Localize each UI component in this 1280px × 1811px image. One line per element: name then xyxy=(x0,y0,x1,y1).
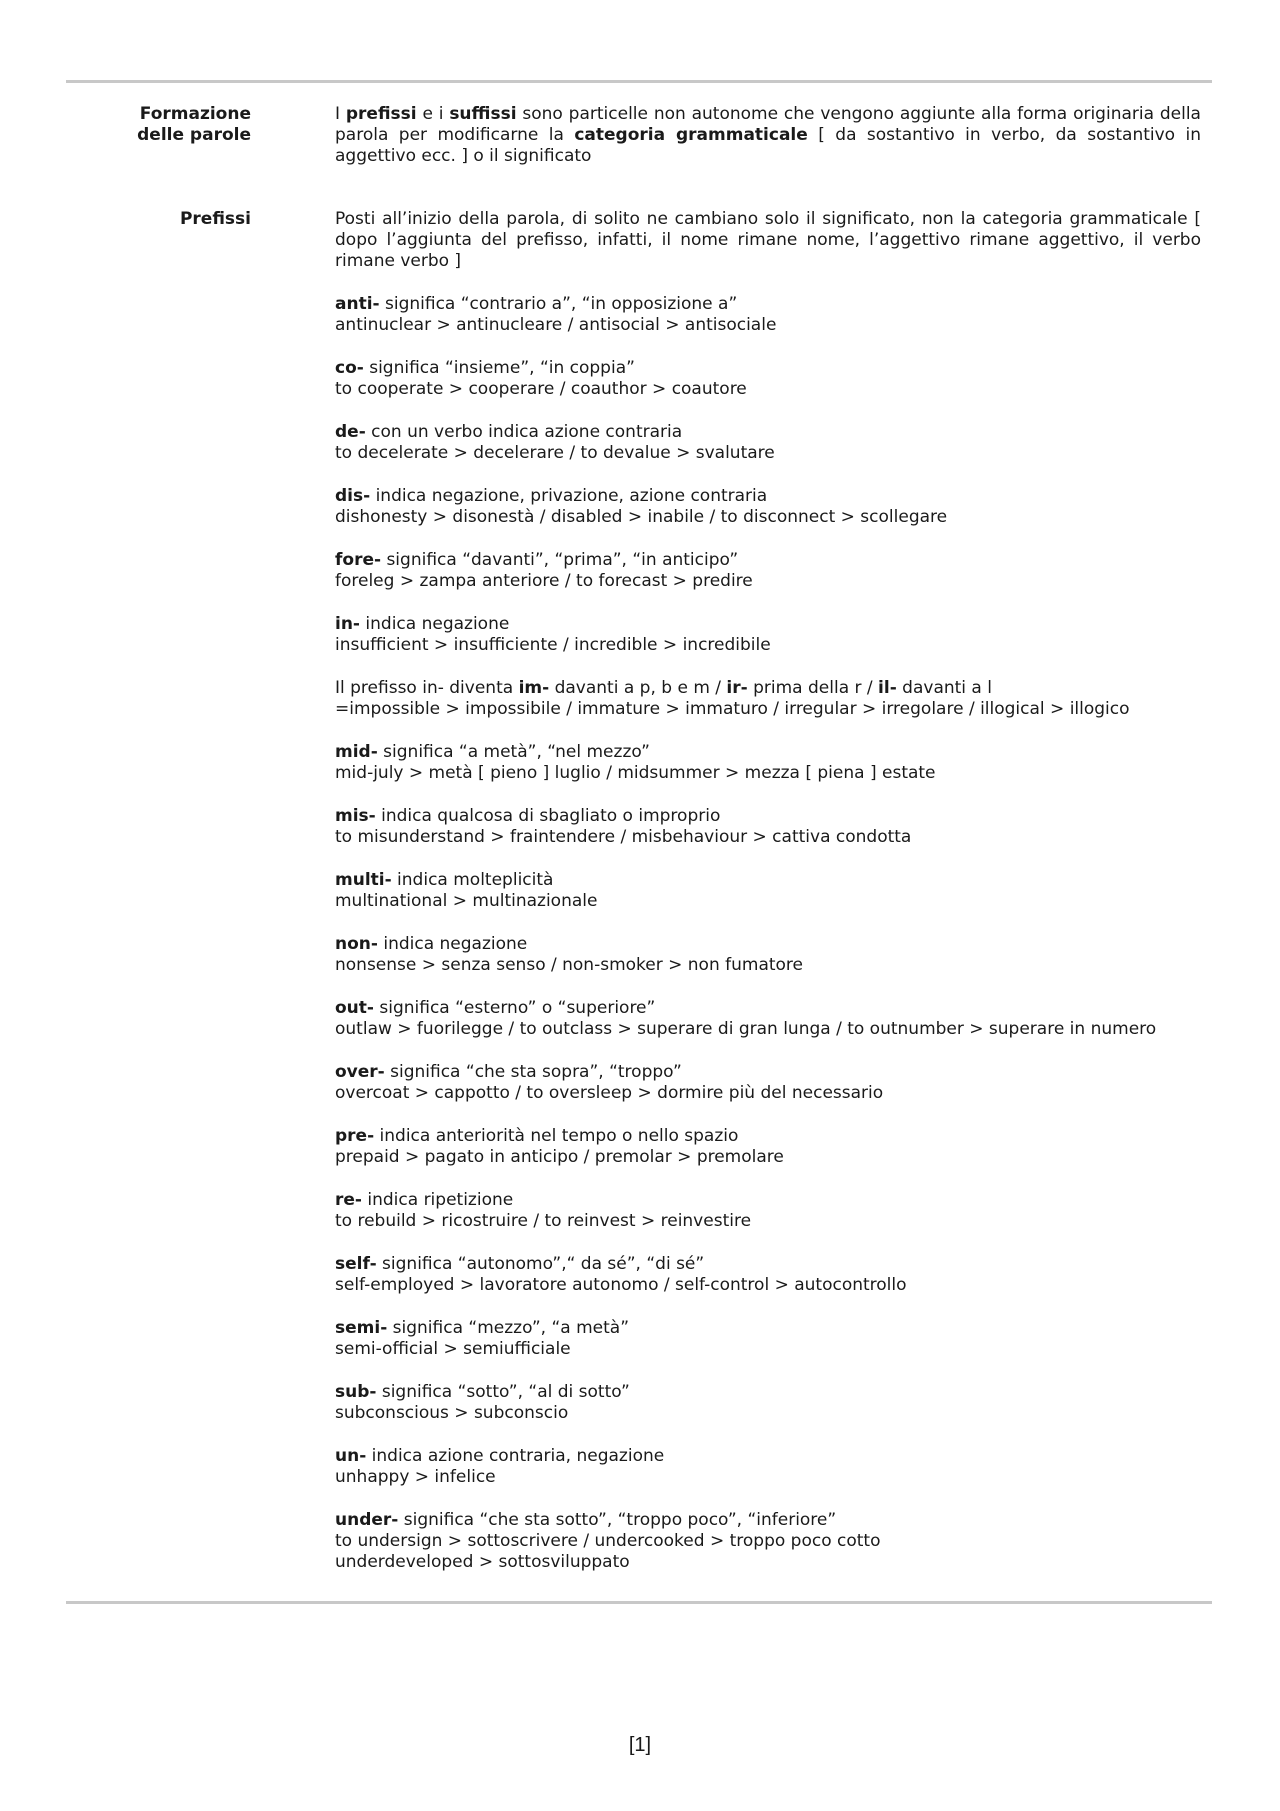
text-run: e i xyxy=(416,104,450,124)
prefix-term: under- xyxy=(335,1510,399,1530)
prefix-term: anti- xyxy=(335,294,380,314)
text-run: Il prefisso in- diventa xyxy=(335,678,519,698)
prefix-term: re- xyxy=(335,1190,362,1210)
prefix-example: underdeveloped > sottosviluppato xyxy=(335,1552,630,1572)
prefix-entry xyxy=(335,1062,1201,1104)
prefix-meaning: indica negazione, privazione, azione contraria xyxy=(370,486,768,506)
prefix-example: to undersign > sottoscrivere / undercooked > troppo poco cotto xyxy=(335,1531,881,1551)
prefix-example: nonsense > senza senso / non-smoker > non fumatore xyxy=(335,955,803,975)
prefix-entry xyxy=(335,934,1201,976)
prefix-meaning: significa “che sta sopra”, “troppo” xyxy=(384,1062,682,1082)
prefix-entry xyxy=(335,486,1201,528)
prefix-list-1 xyxy=(335,294,1201,656)
prefix-term: multi- xyxy=(335,870,392,890)
prefix-meaning: con un verbo indica azione contraria xyxy=(365,422,683,442)
prefix-meaning: indica negazione xyxy=(377,934,528,954)
section-content-formazione xyxy=(335,104,1201,167)
prefix-term: pre- xyxy=(335,1126,375,1146)
prefix-list-2 xyxy=(335,742,1201,1573)
prefix-example: outlaw > fuorilegge / to outclass > superare di gran lunga / to outnumber > superare in numero xyxy=(335,1019,1157,1039)
prefix-meaning: significa “esterno” o “superiore” xyxy=(373,998,656,1018)
section-label-formazione xyxy=(66,104,251,146)
prefix-meaning: indica negazione xyxy=(360,614,510,634)
prefix-term: sub- xyxy=(335,1382,377,1402)
prefix-meaning: indica qualcosa di sbagliato o improprio xyxy=(375,806,721,826)
prefix-meaning: indica anteriorità nel tempo o nello spazio xyxy=(374,1126,739,1146)
prefix-note-in xyxy=(335,678,1201,720)
label-line-1: Formazione xyxy=(139,104,251,124)
prefix-definition xyxy=(335,1126,1201,1147)
prefix-definition xyxy=(335,294,1201,315)
prefix-term: fore- xyxy=(335,550,382,570)
prefix-term: over- xyxy=(335,1062,385,1082)
prefix-entry xyxy=(335,294,1201,336)
prefix-term: mis- xyxy=(335,806,376,826)
prefix-definition xyxy=(335,1190,1201,1211)
prefix-entry xyxy=(335,742,1201,784)
prefix-definition xyxy=(335,806,1201,827)
prefix-entry xyxy=(335,1126,1201,1168)
prefix-entry xyxy=(335,806,1201,848)
prefix-meaning: indica ripetizione xyxy=(361,1190,514,1210)
prefix-definition xyxy=(335,550,1201,571)
prefix-meaning: significa “autonomo”,“ da sé”, “di sé” xyxy=(376,1254,705,1274)
bold-prefix-il: il- xyxy=(878,678,897,698)
prefix-example: to cooperate > cooperare / coauthor > coautore xyxy=(335,379,747,399)
prefix-entry xyxy=(335,422,1201,464)
text-run: sono particelle non autonome che vengono aggiunte alla forma originaria della parola per modificarne la xyxy=(335,104,1201,145)
prefix-term: non- xyxy=(335,934,378,954)
prefix-entry xyxy=(335,998,1201,1040)
prefix-example: prepaid > pagato in anticipo / premolar > premolare xyxy=(335,1147,784,1167)
prefix-entry xyxy=(335,358,1201,400)
prefix-definition xyxy=(335,422,1201,443)
prefix-example: to rebuild > ricostruire / to reinvest > reinvestire xyxy=(335,1211,752,1231)
prefix-example: mid-july > metà [ pieno ] luglio / midsummer > mezza [ piena ] estate xyxy=(335,763,936,783)
prefix-term: un- xyxy=(335,1446,367,1466)
prefix-term: de- xyxy=(335,422,366,442)
bottom-divider xyxy=(66,1601,1212,1604)
prefix-definition xyxy=(335,1510,1201,1531)
prefix-definition xyxy=(335,934,1201,955)
prefix-example: to decelerate > decelerare / to devalue > svalutare xyxy=(335,443,775,463)
prefix-meaning: significa “mezzo”, “a metà” xyxy=(387,1318,630,1338)
prefissi-intro: Posti all’inizio della parola, di solito ne cambiano solo il significato, non la categoria grammaticale [ dopo l’aggiunta del prefisso, infatti, il nome rimane nome, l’aggettivo rimane aggettivo, il verbo rimane verbo ] xyxy=(335,209,1201,271)
prefix-term: mid- xyxy=(335,742,378,762)
prefix-example: overcoat > cappotto / to oversleep > dormire più del necessario xyxy=(335,1083,884,1103)
prefix-example: dishonesty > disonestà / disabled > inabile / to disconnect > scollegare xyxy=(335,507,948,527)
prefix-meaning: significa “sotto”, “al di sotto” xyxy=(376,1382,630,1402)
prefix-term: dis- xyxy=(335,486,371,506)
prefix-entry xyxy=(335,1190,1201,1232)
note-example: =impossible > impossibile / immature > immaturo / irregular > irregolare / illogical > illogico xyxy=(335,699,1130,719)
note-line xyxy=(335,678,1201,699)
prefix-meaning: significa “contrario a”, “in opposizione a” xyxy=(379,294,738,314)
prefix-example: antinuclear > antinucleare / antisocial > antisociale xyxy=(335,315,777,335)
prefix-entry xyxy=(335,1510,1201,1573)
prefix-example: subconscious > subconscio xyxy=(335,1403,569,1423)
prefix-meaning: significa “davanti”, “prima”, “in anticipo” xyxy=(381,550,739,570)
text-run: I xyxy=(335,104,346,124)
prefix-entry xyxy=(335,550,1201,592)
label-line-2: delle parole xyxy=(137,125,251,145)
prefix-example: unhappy > infelice xyxy=(335,1467,496,1487)
prefix-definition xyxy=(335,998,1201,1019)
text-run: [ da sostantivo in verbo, da sostantivo in aggettivo ecc. ] o il significato xyxy=(335,125,1202,166)
bold-term-categoria: categoria grammaticale xyxy=(574,125,808,145)
prefix-definition xyxy=(335,1318,1201,1339)
prefix-example: self-employed > lavoratore autonomo / self-control > autocontrollo xyxy=(335,1275,907,1295)
section-label-prefissi: Prefissi xyxy=(179,209,251,229)
bold-prefix-im: im- xyxy=(518,678,550,698)
prefix-example: insufficient > insufficiente / incredible > incredibile xyxy=(335,635,771,655)
prefix-definition xyxy=(335,1446,1201,1467)
prefix-meaning: indica azione contraria, negazione xyxy=(366,1446,665,1466)
formazione-paragraph xyxy=(335,104,1201,167)
prefix-term: out- xyxy=(335,998,374,1018)
prefix-entry xyxy=(335,1254,1201,1296)
prefix-definition xyxy=(335,1062,1201,1083)
prefix-definition xyxy=(335,742,1201,763)
prefix-term: co- xyxy=(335,358,364,378)
bold-term-suffissi: suffissi xyxy=(449,104,517,124)
prefix-example: semi-official > semiufficiale xyxy=(335,1339,571,1359)
top-divider xyxy=(66,80,1212,83)
prefix-term: self- xyxy=(335,1254,377,1274)
prefix-meaning: indica molteplicità xyxy=(391,870,554,890)
prefix-entry xyxy=(335,1382,1201,1424)
prefix-definition xyxy=(335,486,1201,507)
prefix-example: foreleg > zampa anteriore / to forecast > predire xyxy=(335,571,753,591)
bold-prefix-ir: ir- xyxy=(726,678,748,698)
prefix-entry xyxy=(335,614,1201,656)
page-number: [1] xyxy=(628,1734,652,1756)
prefix-meaning: significa “a metà”, “nel mezzo” xyxy=(377,742,650,762)
section-content-prefissi xyxy=(335,209,1201,1595)
prefix-term: semi- xyxy=(335,1318,388,1338)
prefix-example: to misunderstand > fraintendere / misbehaviour > cattiva condotta xyxy=(335,827,912,847)
prefix-entry xyxy=(335,1318,1201,1360)
text-run: davanti a l xyxy=(896,678,992,698)
prefix-term: in- xyxy=(335,614,360,634)
prefix-meaning: significa “insieme”, “in coppia” xyxy=(363,358,635,378)
text-run: davanti a p, b e m / xyxy=(549,678,727,698)
prefix-definition xyxy=(335,614,1201,635)
prefix-example: multinational > multinazionale xyxy=(335,891,598,911)
prefix-entry xyxy=(335,870,1201,912)
prefix-definition xyxy=(335,1254,1201,1275)
prefix-definition xyxy=(335,870,1201,891)
prefix-meaning: significa “che sta sotto”, “troppo poco”, “inferiore” xyxy=(398,1510,837,1530)
prefix-entry xyxy=(335,1446,1201,1488)
bold-term-prefissi: prefissi xyxy=(345,104,417,124)
prefix-definition xyxy=(335,1382,1201,1403)
text-run: prima della r / xyxy=(747,678,879,698)
prefix-definition xyxy=(335,358,1201,379)
